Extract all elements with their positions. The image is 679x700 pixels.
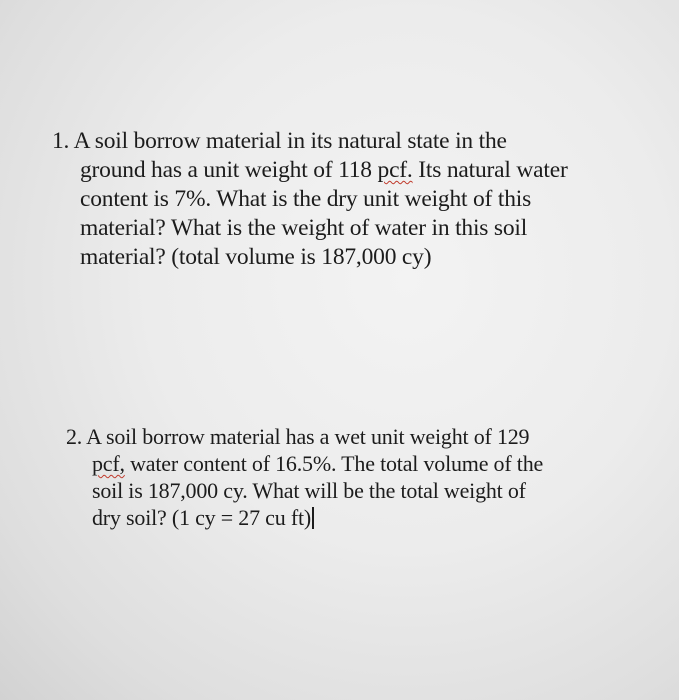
problem-1-line-4: material? What is the weight of water in this soil (80, 215, 528, 241)
problem-1 (52, 127, 568, 272)
problem-2-line-2-end: water content of 16.5%. The total volume of the (124, 451, 544, 476)
problem-1-line-3: content is 7%. What is the dry unit weight of this (80, 186, 532, 212)
spellcheck-word-pcf: pcf. (377, 157, 413, 183)
problem-1-line-2 (52, 156, 568, 185)
problem-2[interactable] (66, 423, 543, 531)
problem-2-line-4-text: dry soil? (1 cy = 27 cu ft) (92, 505, 312, 530)
problem-2-line-4 (66, 504, 543, 531)
problem-1-line-5: material? (total volume is 187,000 cy) (80, 244, 432, 270)
problem-2-line-2 (66, 450, 543, 477)
problem-1-line-2-start: ground has a unit weight of 118 (80, 157, 378, 183)
spellcheck-word-pcf: pcf, (92, 451, 125, 476)
problem-2-line-1: 2. A soil borrow material has a wet unit weight of 129 (66, 424, 530, 449)
text-cursor (312, 507, 314, 529)
problem-1-line-1: 1. A soil borrow material in its natural state in the (52, 128, 507, 154)
problem-2-line-3: soil is 187,000 cy. What will be the total weight of (92, 478, 526, 503)
problem-1-line-2-end: Its natural water (412, 157, 568, 183)
